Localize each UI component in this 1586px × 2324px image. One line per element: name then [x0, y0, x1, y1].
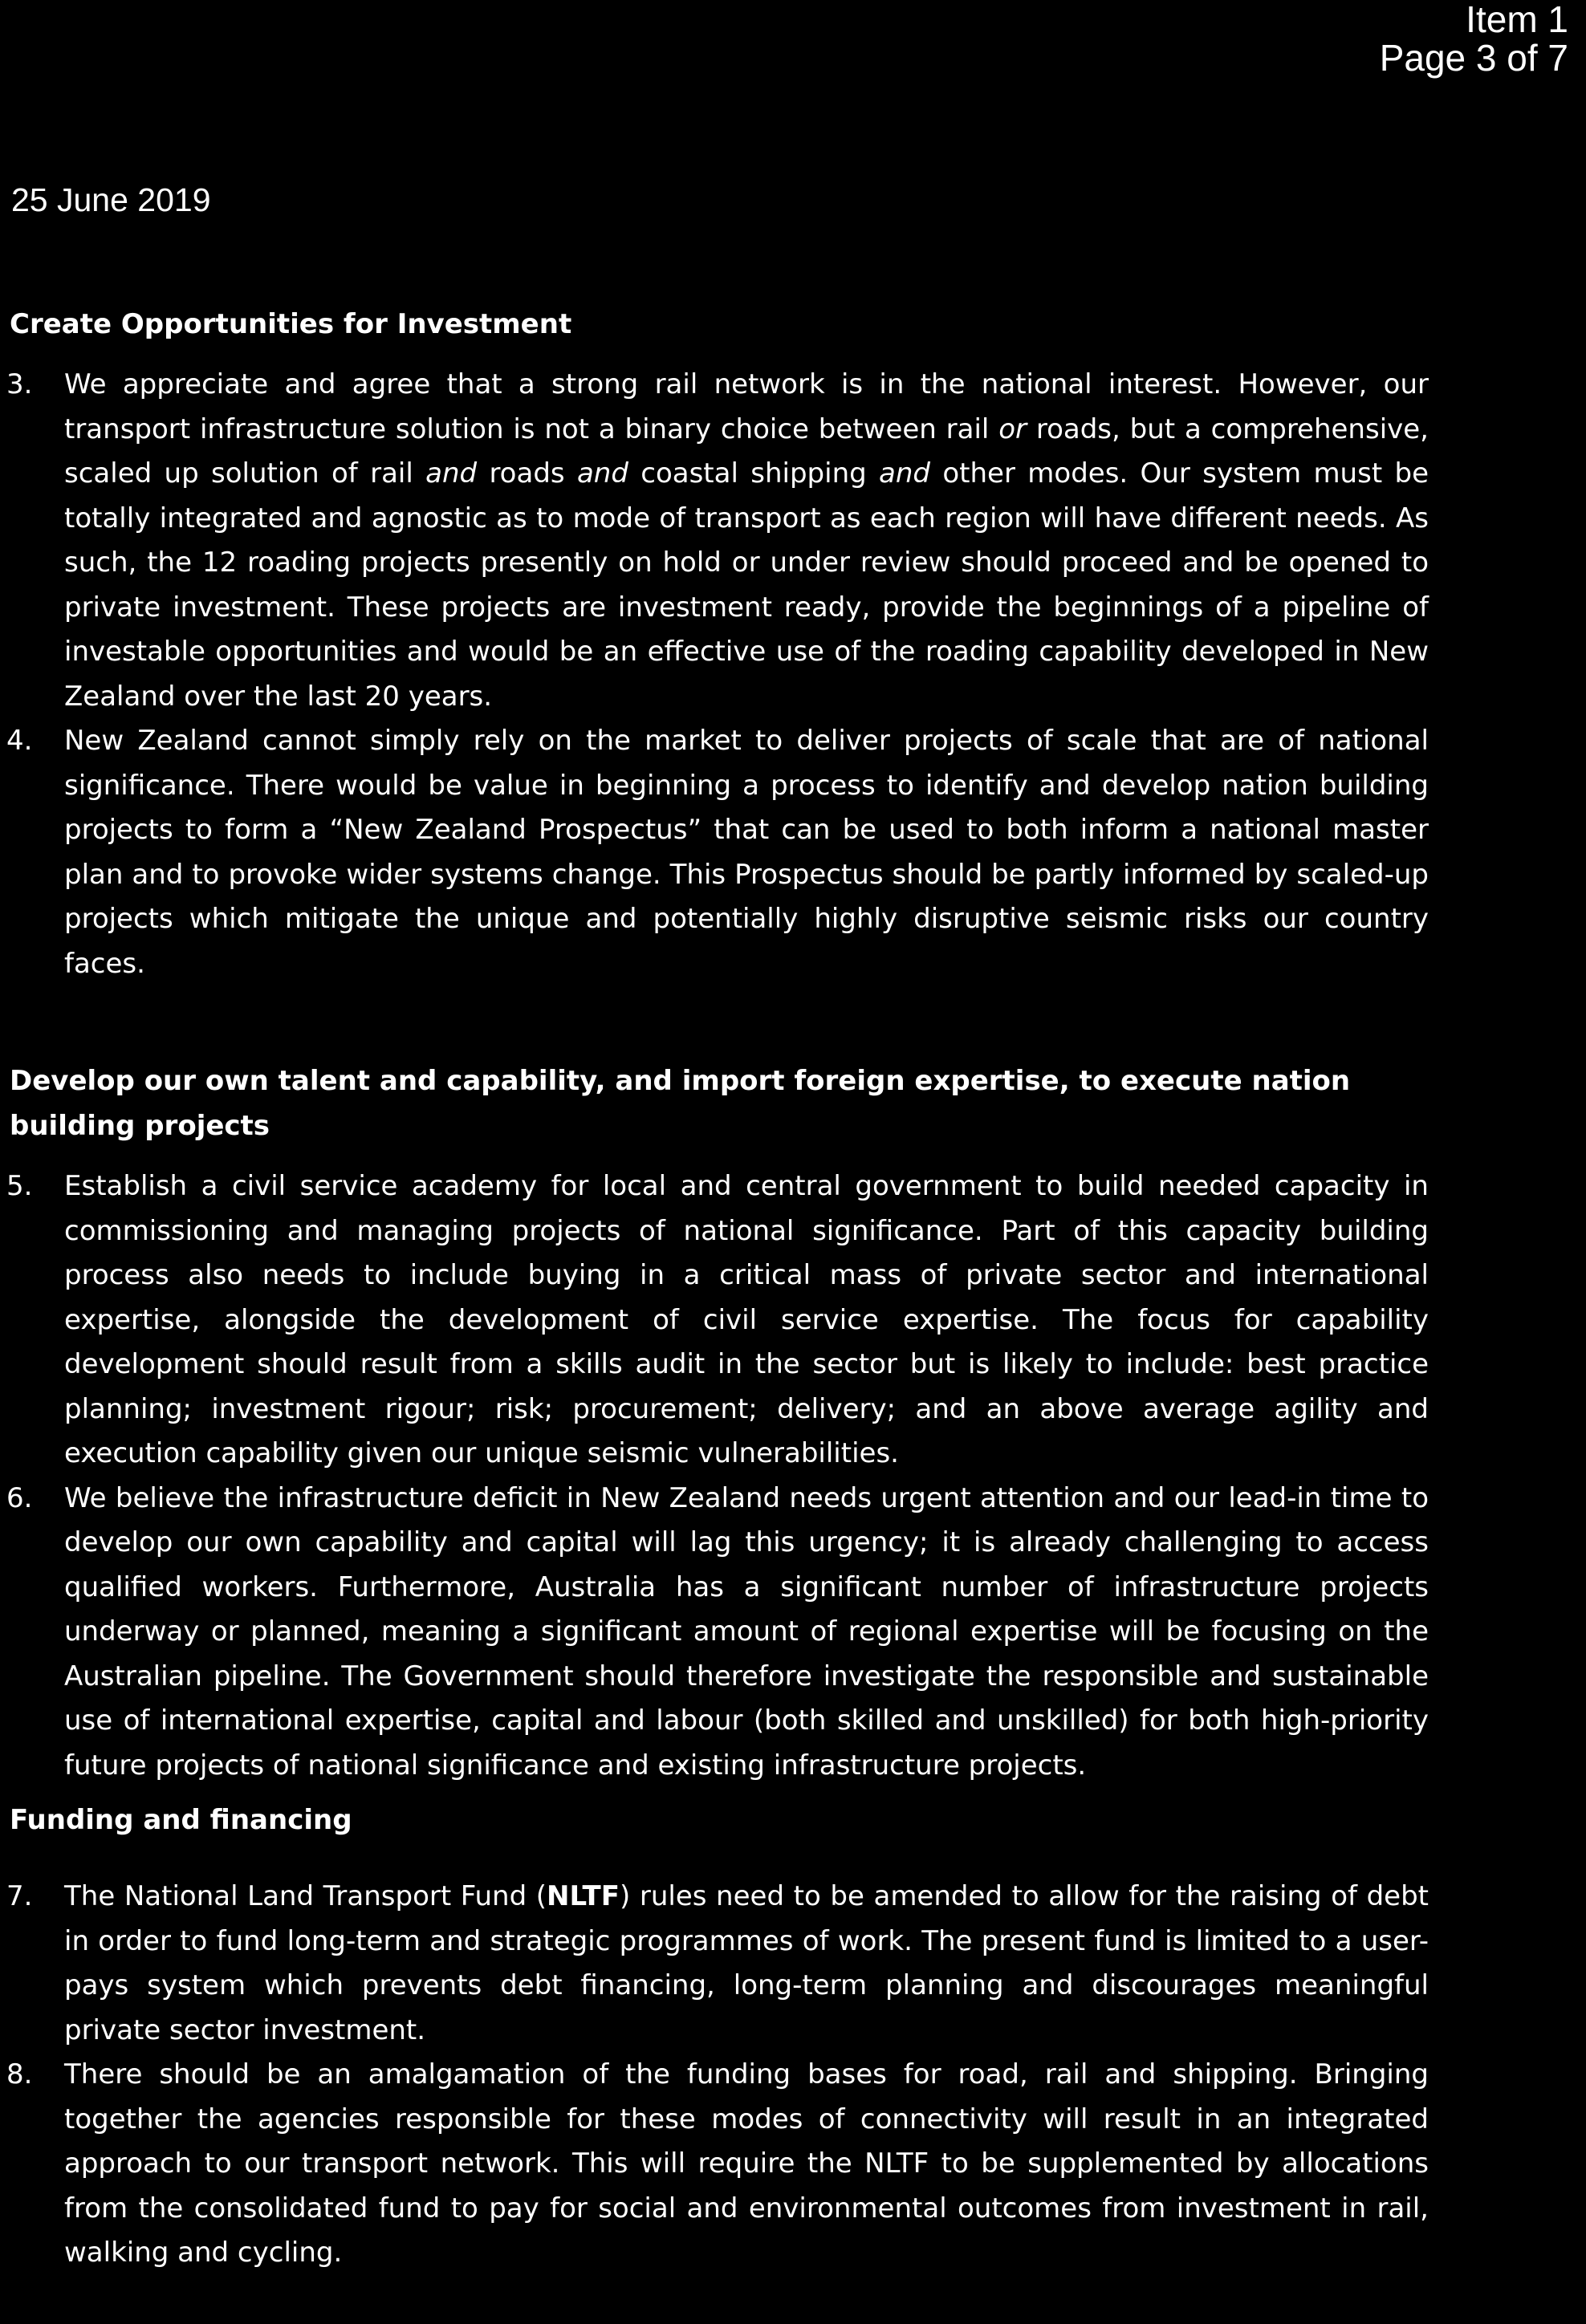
- paragraph-number: 8.: [6, 2058, 33, 2090]
- paragraph-text: Establish a civil service academy for local and central government to build needed capacity in commissioning and managing projects of national significance. Part of this capacity building process also needs to include buying in a critical mass of private sector and international expertise, alongside the development of civil service expertise. The focus for capability development should result from a skills audit in the sector but is likely to include: best practice planning; investment rigour; risk; procurement; delivery; and an above average agility and execution capability given our unique seismic vulnerabilities.: [64, 1170, 1429, 1469]
- section-heading-investment: Create Opportunities for Investment: [10, 308, 572, 340]
- paragraph-text: There should be an amalgamation of the funding bases for road, rail and shipping. Bringing together the agencies responsible for these modes of connectivity will result in an integrated approach to our transport network. This will require the NLTF to be supplemented by allocations from the consolidated fund to pay for social and environmental outcomes from investment in rail, walking and cycling.: [64, 2058, 1429, 2269]
- paragraph-number: 4.: [6, 725, 33, 757]
- paragraph-3: 3. We appreciate and agree that a strong rail network is in the national interest. However, our transport infrastructure solution is not a binary choice between rail or roads, but a comprehensive, scaled up solution of rail and roads and coastal shipping and other modes. Our system must be totally integrated and agnostic as to mode of transport as each region will have different needs. As such, the 12 roading projects presently on hold or under review should proceed and be opened to private investment. These projects are investment ready, provide the beginnings of a pipeline of investable opportunities and would be an effective use of the roading capability developed in New Zealand over the last 20 years.: [0, 363, 1429, 719]
- page-header: [1380, 0, 1568, 77]
- paragraph-6: [0, 1477, 1429, 1789]
- paragraph-4: [0, 719, 1429, 986]
- paragraph-number: 7.: [6, 1880, 33, 1912]
- item-label: Item 1: [1466, 0, 1568, 40]
- paragraph-number: 3.: [6, 368, 33, 400]
- section-heading-funding: Funding and financing: [10, 1804, 352, 1836]
- paragraph-7: 7. The National Land Transport Fund (NLTF) rules need to be amended to allow for the raising of debt in order to fund long-term and strategic programmes of work. The present fund is limited to a user-pays system which prevents debt financing, long-term planning and discourages meaningful private sector investment.: [0, 1875, 1429, 2053]
- paragraph-text: New Zealand cannot simply rely on the market to deliver projects of scale that are of national significance. There would be value in beginning a process to identify and develop nation building projects to form a “New Zealand Prospectus” that can be used to both inform a national master plan and to provoke wider systems change. This Prospectus should be partly informed by scaled-up projects which mitigate the unique and potentially highly disruptive seismic risks our country faces.: [64, 725, 1429, 980]
- paragraph-5: [0, 1164, 1429, 1477]
- page-indicator: Page 3 of 7: [1379, 37, 1568, 79]
- paragraph-text: We believe the infrastructure deficit in New Zealand needs urgent attention and our lead-in time to develop our own capability and capital will lag this urgency; it is already challenging to access qualified workers. Furthermore, Australia has a significant number of infrastructure projects underway or planned, meaning a significant amount of regional expertise will be focusing on the Australian pipeline. The Government should therefore investigate the responsible and sustainable use of international expertise, capital and labour (both skilled and unskilled) for both high-priority future projects of national significance and existing infrastructure projects.: [64, 1481, 1429, 1782]
- paragraph-number: 5.: [6, 1170, 33, 1202]
- paragraph-number: 6.: [6, 1481, 33, 1514]
- document-body: [0, 302, 1429, 2276]
- section-heading-talent: Develop our own talent and capability, and import foreign expertise, to execute nation building projects: [10, 1065, 1351, 1142]
- paragraph-8: [0, 2053, 1429, 2276]
- document-date: 25 June 2019: [11, 181, 211, 218]
